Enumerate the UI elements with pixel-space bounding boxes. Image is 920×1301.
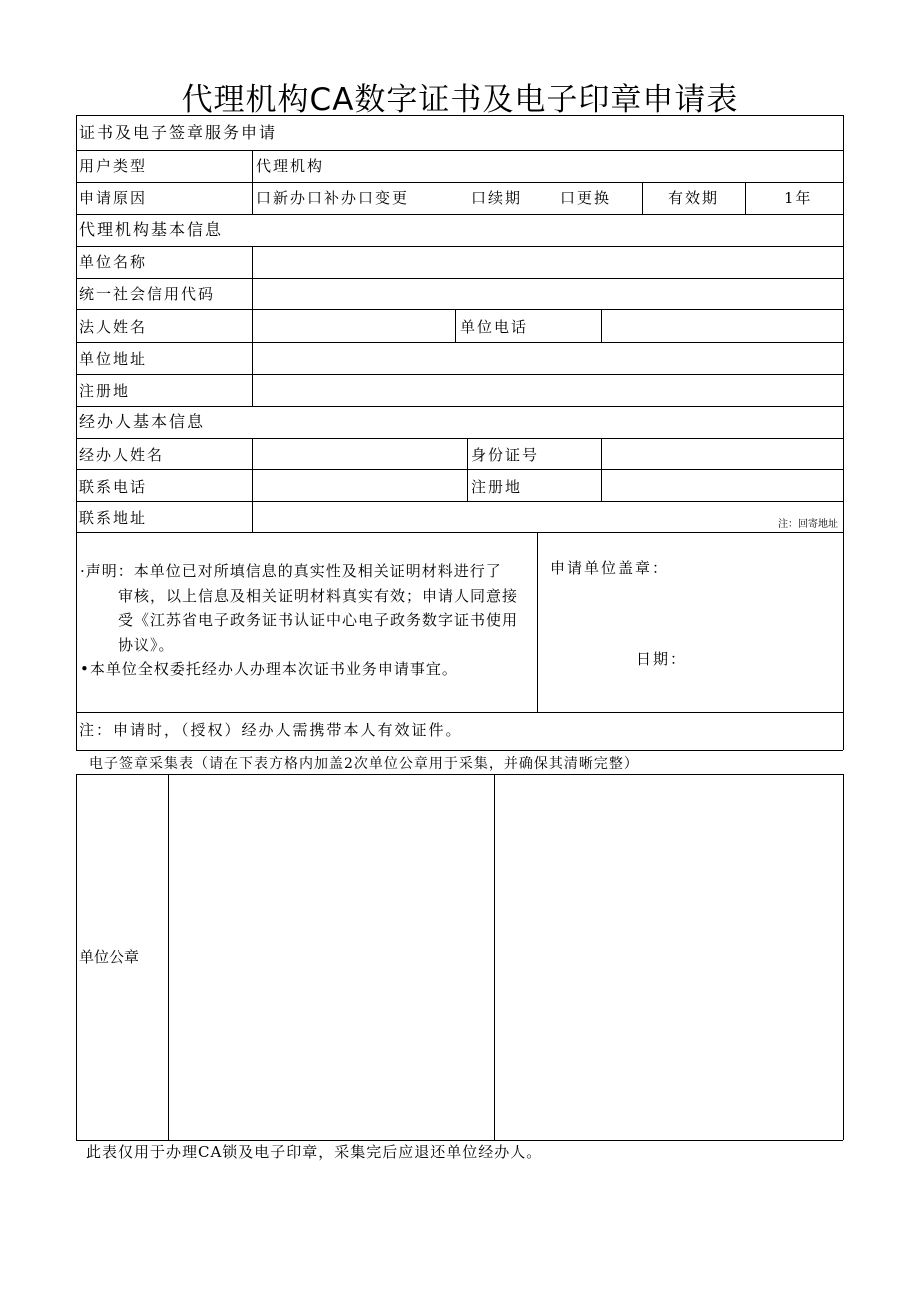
registered-place-label: 注册地 [79,382,131,400]
contact-address-label: 联系地址 [79,509,148,527]
reason-label: 申请原因 [79,189,148,207]
legal-person-label: 法人姓名 [79,318,148,336]
declaration-line: •本单位全权委托经办人办理本次证书业务申请事宜。 [80,660,458,678]
page-title: 代理机构CA数字证书及电子印章申请表 [181,82,739,118]
mailing-address-note: 注：回寄地址 [778,519,838,530]
validity-value[interactable]: 1年 [784,189,813,207]
user-type-label: 用户类型 [79,157,148,175]
seal-stamp-box-1[interactable] [170,776,493,1139]
section-operator-heading: 经办人基本信息 [79,412,206,431]
unit-phone-label: 单位电话 [460,318,529,336]
unit-seal-label: 单位公章 [79,948,140,966]
operator-registered-label: 注册地 [471,478,523,496]
reason-option-new-reissue-change[interactable]: 口新办口补办口变更 [256,189,410,207]
id-number-label: 身份证号 [471,446,540,464]
applicant-note: 注：申请时，（授权）经办人需携带本人有效证件。 [79,721,463,739]
operator-name-label: 经办人姓名 [79,446,165,464]
credit-code-label: 统一社会信用代码 [79,285,216,303]
unit-address-label: 单位地址 [79,350,148,368]
declaration-line: ·声明：本单位已对所填信息的真实性及相关证明材料进行了 [80,562,502,580]
validity-label: 有效期 [668,189,720,207]
reason-option-replace[interactable]: 口更换 [560,189,612,207]
reason-option-renew[interactable]: 口续期 [471,189,523,207]
declaration-line: 协议》。 [118,635,175,654]
section-service-heading: 证书及电子签章服务申请 [79,123,278,142]
seal-label: 申请单位盖章： [550,559,670,577]
seal-stamp-box-2[interactable] [496,776,842,1139]
collection-caption: 电子签章采集表（请在下表方格内加盖2次单位公章用于采集，并确保其清晰完整） [89,756,639,772]
footer-note: 此表仅用于办理CA锁及电子印章，采集完后应退还单位经办人。 [86,1143,543,1161]
contact-phone-label: 联系电话 [79,478,148,496]
section-agency-heading: 代理机构基本信息 [79,220,224,239]
unit-name-label: 单位名称 [79,253,148,271]
declaration-line: 受《江苏省电子政务证书认证中心电子政务数字证书使用 [118,611,519,629]
date-label: 日期： [636,650,688,668]
declaration-line: 审核，以上信息及相关证明材料真实有效；申请人同意接 [118,586,519,605]
user-type-value[interactable]: 代理机构 [256,157,325,175]
declaration-text [80,559,535,682]
